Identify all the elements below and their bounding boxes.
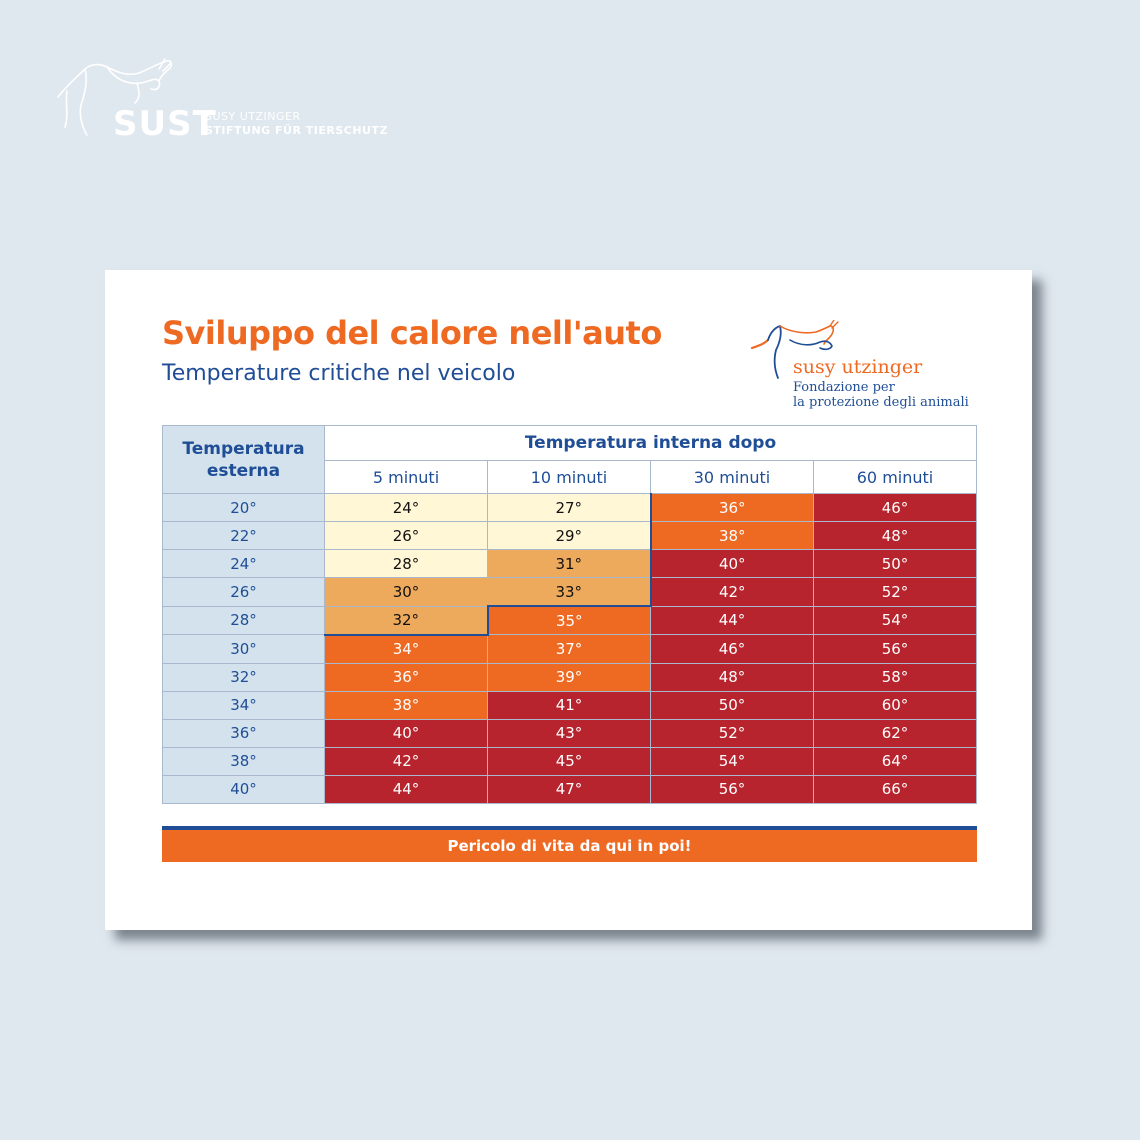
outside-temperature-cell: 20° [163, 494, 325, 522]
temperature-cell: 41° [488, 691, 651, 719]
temperature-cell: 32° [325, 606, 488, 635]
temperature-cell: 62° [814, 719, 977, 747]
temperature-cell: 33° [488, 578, 651, 607]
temperature-cell: 38° [651, 522, 814, 550]
sust-brand-logo [55, 55, 395, 145]
outside-temperature-cell: 26° [163, 578, 325, 607]
temperature-cell: 56° [814, 635, 977, 664]
temperature-cell: 50° [814, 550, 977, 578]
outside-temperature-header: Temperatura esterna [163, 426, 325, 494]
temperature-cell: 52° [814, 578, 977, 607]
temperature-cell: 52° [651, 719, 814, 747]
temperature-cell: 42° [651, 578, 814, 607]
temperature-cell: 66° [814, 775, 977, 803]
outside-temperature-cell: 40° [163, 775, 325, 803]
foundation-logo [750, 320, 990, 412]
outside-temperature-cell: 22° [163, 522, 325, 550]
temperature-cell: 31° [488, 550, 651, 578]
card-subtitle: Temperature critiche nel veicolo [162, 361, 516, 386]
outside-temperature-cell: 38° [163, 747, 325, 775]
outside-temperature-cell: 34° [163, 691, 325, 719]
temperature-cell: 56° [651, 775, 814, 803]
outside-temperature-cell: 30° [163, 635, 325, 664]
temperature-cell: 48° [651, 663, 814, 691]
temperature-cell: 42° [325, 747, 488, 775]
temperature-cell: 24° [325, 494, 488, 522]
table-row [163, 606, 977, 635]
temperature-cell: 44° [325, 775, 488, 803]
temperature-cell: 58° [814, 663, 977, 691]
temperature-cell: 30° [325, 578, 488, 607]
column-header: 60 minuti [814, 461, 977, 494]
temperature-cell: 34° [325, 635, 488, 664]
temperature-cell: 48° [814, 522, 977, 550]
heat-card [105, 270, 1032, 930]
temperature-cell: 54° [651, 747, 814, 775]
table-row [163, 494, 977, 522]
table-row [163, 663, 977, 691]
inside-temperature-header: Temperatura interna dopo [325, 426, 977, 461]
column-header: 10 minuti [488, 461, 651, 494]
temperature-cell: 39° [488, 663, 651, 691]
table-body [163, 494, 977, 804]
table-row [163, 578, 977, 607]
temperature-cell: 26° [325, 522, 488, 550]
temperature-cell: 28° [325, 550, 488, 578]
outside-temperature-cell: 28° [163, 606, 325, 635]
temperature-cell: 40° [325, 719, 488, 747]
temperature-cell: 43° [488, 719, 651, 747]
card-title: Sviluppo del calore nell'auto [162, 314, 662, 352]
heat-table [162, 425, 977, 804]
table-row [163, 691, 977, 719]
temperature-cell: 47° [488, 775, 651, 803]
foundation-line-2: la protezione degli animali [793, 395, 969, 410]
temperature-cell: 40° [651, 550, 814, 578]
outside-temperature-cell: 36° [163, 719, 325, 747]
table-row [163, 550, 977, 578]
temperature-cell: 36° [651, 494, 814, 522]
temperature-cell: 60° [814, 691, 977, 719]
brand-wordmark: SUST [113, 104, 217, 144]
temperature-cell: 44° [651, 606, 814, 635]
temperature-cell: 36° [325, 663, 488, 691]
temperature-cell: 46° [651, 635, 814, 664]
temperature-cell: 50° [651, 691, 814, 719]
outside-temperature-cell: 32° [163, 663, 325, 691]
table-row [163, 747, 977, 775]
brand-foundation-line: STIFTUNG FÜR TIERSCHUTZ [205, 124, 388, 137]
temperature-cell: 37° [488, 635, 651, 664]
temperature-cell: 29° [488, 522, 651, 550]
temperature-cell: 46° [814, 494, 977, 522]
table-row [163, 775, 977, 803]
brand-name-line: SUSY UTZINGER [205, 110, 301, 123]
temperature-cell: 54° [814, 606, 977, 635]
foundation-name: susy utzinger [793, 356, 923, 378]
table-row [163, 522, 977, 550]
foundation-line-1: Fondazione per [793, 380, 895, 395]
column-header: 5 minuti [325, 461, 488, 494]
temperature-cell: 45° [488, 747, 651, 775]
temperature-cell: 64° [814, 747, 977, 775]
table-row [163, 635, 977, 664]
column-header: 30 minuti [651, 461, 814, 494]
temperature-cell: 38° [325, 691, 488, 719]
table-row [163, 719, 977, 747]
danger-banner: Pericolo di vita da qui in poi! [162, 826, 977, 862]
temperature-cell: 35° [488, 606, 651, 635]
temperature-cell: 27° [488, 494, 651, 522]
outside-temperature-cell: 24° [163, 550, 325, 578]
